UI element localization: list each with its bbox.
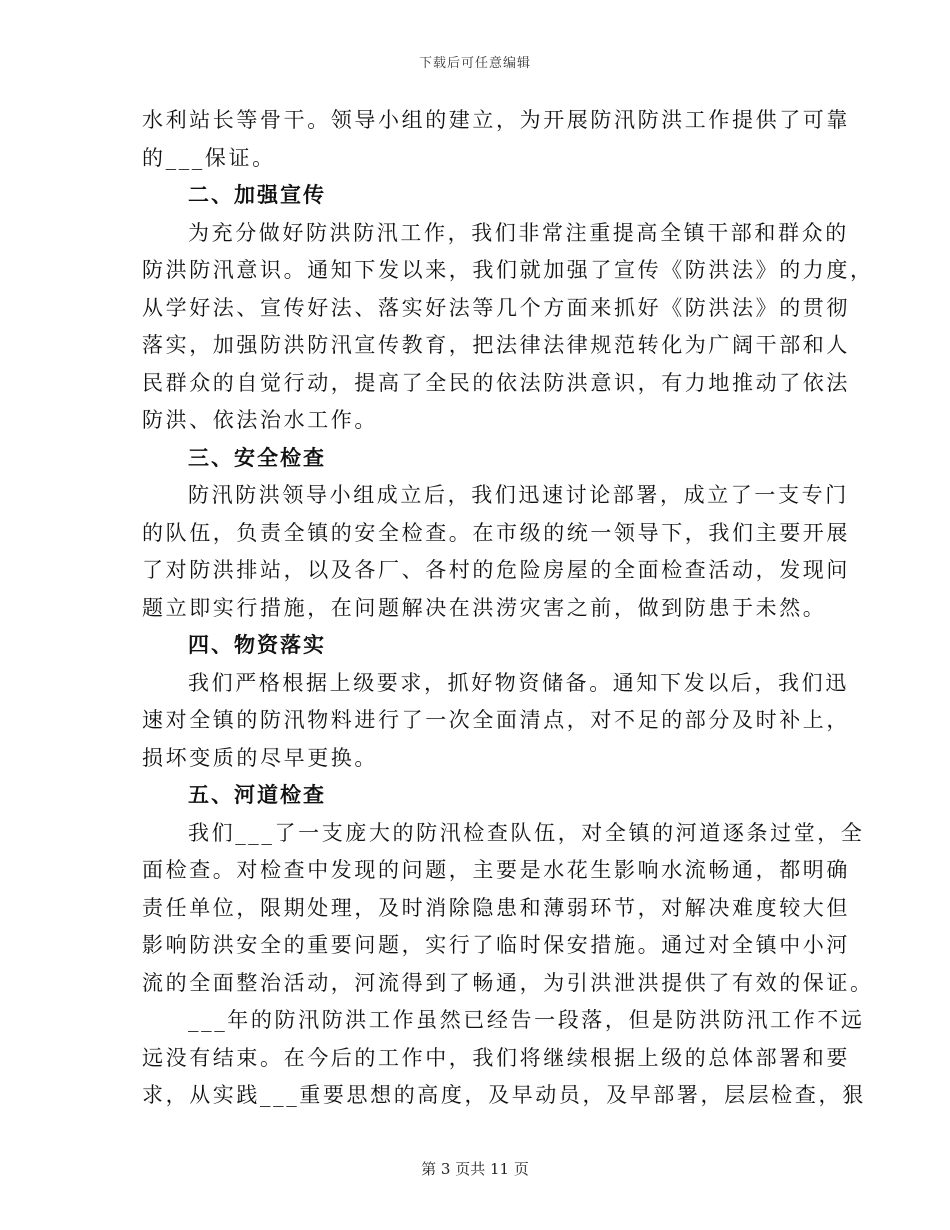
- page-header: 下载后可任意编辑: [418, 56, 531, 71]
- paragraph-line: 面检查。对检查中发现的问题，主要是水花生影响水流畅通，都明确: [142, 858, 850, 882]
- section-heading: 二、加强宣传: [188, 183, 326, 207]
- paragraph-line: 水利站长等骨干。领导小组的建立，为开展防汛防洪工作提供了可靠: [142, 108, 850, 132]
- paragraph-line: 落实，加强防洪防汛宣传教育，把法律法律规范转化为广阔干部和人: [142, 333, 850, 357]
- paragraph-line: ___年的防汛防洪工作虽然已经告一段落，但是防洪防汛工作不远: [188, 1008, 865, 1032]
- paragraph-line: 求，从实践___重要思想的高度，及早动员，及早部署，层层检查，狠: [142, 1083, 866, 1107]
- paragraph-line: 为充分做好防洪防汛工作，我们非常注重提高全镇干部和群众的: [188, 220, 849, 245]
- paragraph-line: 影响防洪安全的重要问题，实行了临时保安措施。通过对全镇中小河: [142, 933, 850, 957]
- paragraph-line: 题立即实行措施，在问题解决在洪涝灾害之前，做到防患于未然。: [142, 595, 827, 620]
- paragraph-line: 损坏变质的尽早更换。: [142, 745, 378, 770]
- paragraph-line: 从学好法、宣传好法、落实好法等几个方面来抓好《防洪法》的贯彻: [142, 295, 850, 320]
- section-heading: 三、安全检查: [188, 445, 326, 470]
- paragraph-line: 责任单位，限期处理，及时消除隐患和薄弱环节，对解决难度较大但: [142, 895, 850, 920]
- paragraph-line: 的___保证。: [142, 145, 276, 170]
- paragraph-line: 防洪、依法治水工作。: [142, 408, 378, 432]
- paragraph-line: 的队伍，负责全镇的安全检查。在市级的统一领导下，我们主要开展: [142, 520, 850, 545]
- paragraph-line: 防汛防洪领导小组成立后，我们迅速讨论部署，成立了一支专门: [188, 483, 849, 507]
- document-body: [142, 102, 874, 1115]
- section-heading: 五、河道检查: [188, 783, 326, 807]
- paragraph-line: 远没有结束。在今后的工作中，我们将继续根据上级的总体部署和要: [142, 1045, 850, 1070]
- paragraph-line: 我们严格根据上级要求，抓好物资储备。通知下发以后，我们迅: [188, 670, 849, 695]
- section-heading: 四、物资落实: [188, 633, 326, 657]
- paragraph-line: 防洪防汛意识。通知下发以来，我们就加强了宣传《防洪法》的力度，: [142, 258, 874, 282]
- paragraph-line: 我们___了一支庞大的防汛检查队伍，对全镇的河道逐条过堂，全: [188, 820, 865, 845]
- paragraph-line: 流的全面整治活动，河流得到了畅通，为引洪泄洪提供了有效的保证。: [142, 970, 874, 995]
- paragraph-line: 了对防洪排站，以及各厂、各村的危险房屋的全面检查活动，发现问: [142, 558, 850, 582]
- paragraph-line: 民群众的自觉行动，提高了全民的依法防洪意识，有力地推动了依法: [142, 370, 850, 395]
- page-footer: 第 3 页共 11 页: [421, 1160, 529, 1178]
- paragraph-line: 速对全镇的防汛物料进行了一次全面清点，对不足的部分及时补上，: [142, 708, 850, 732]
